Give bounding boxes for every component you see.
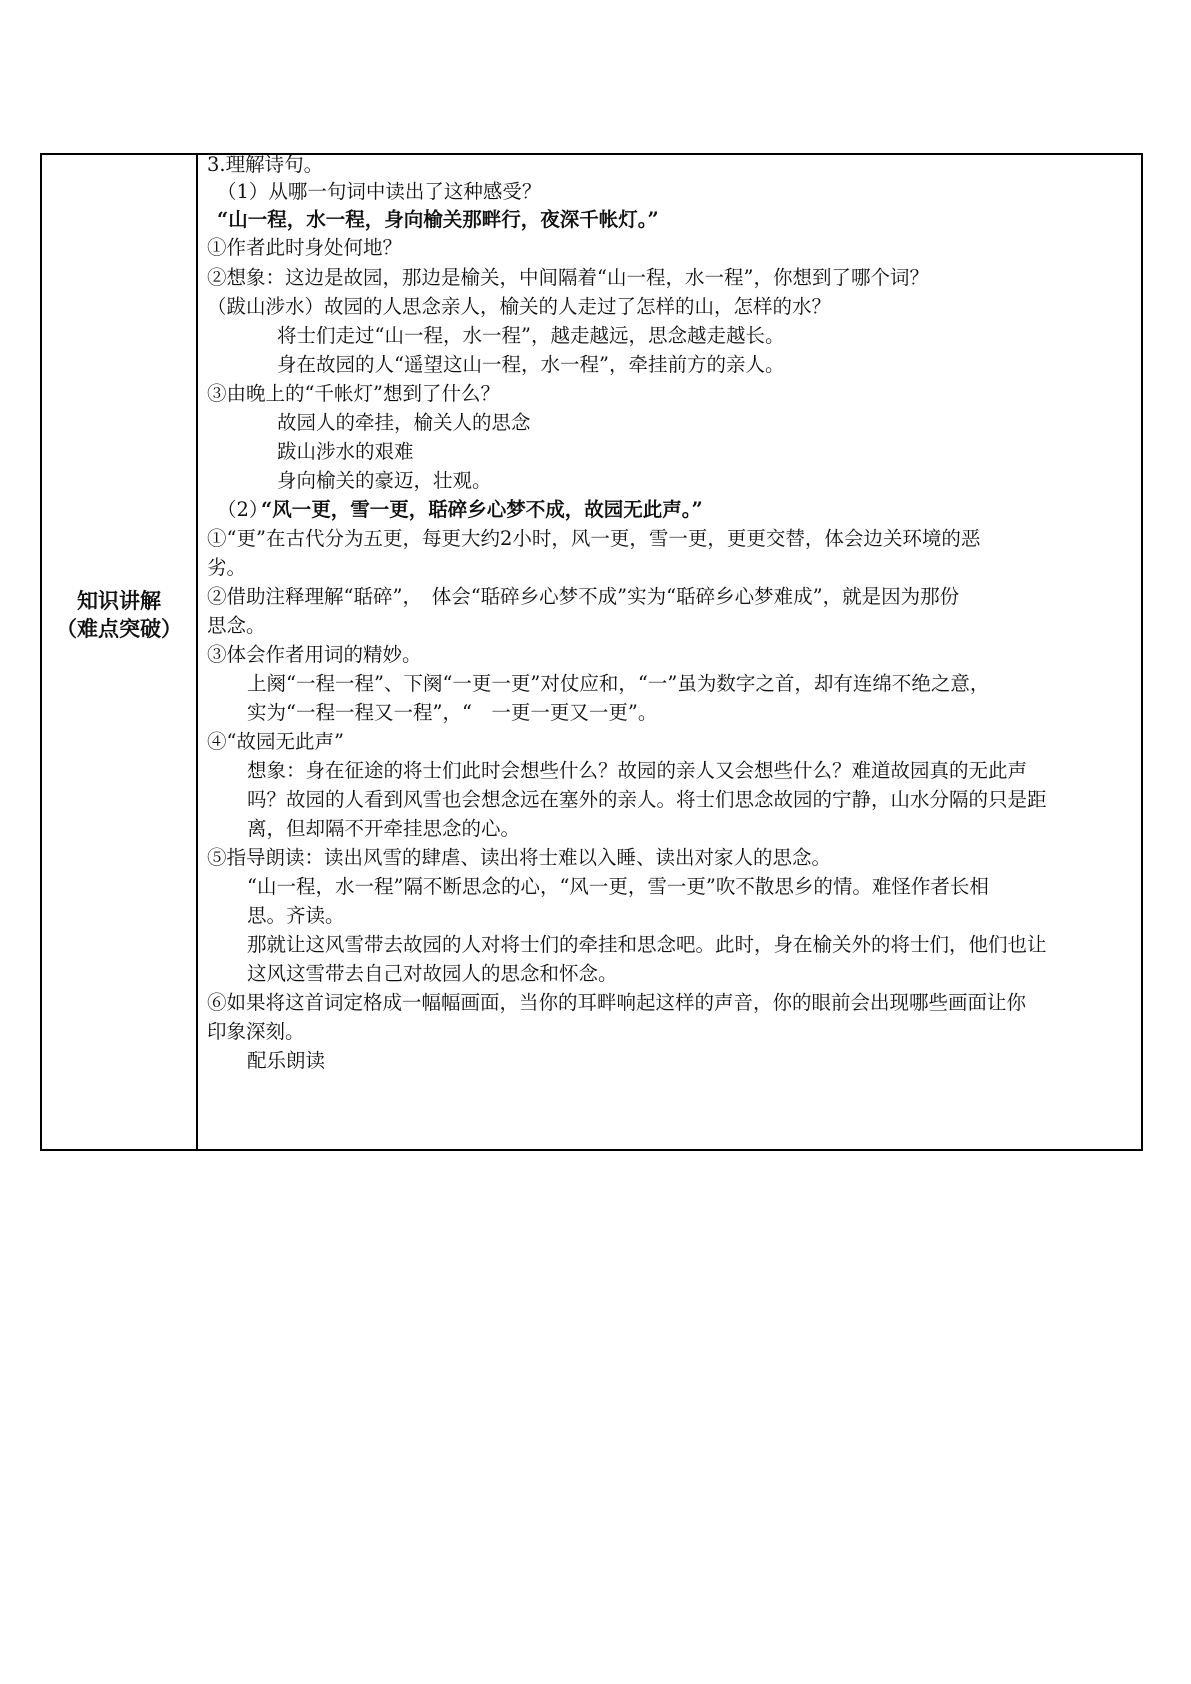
content-line: 身向榆关的豪迈，壮观。 xyxy=(277,469,492,492)
content-line: 跋山涉水的艰难 xyxy=(277,440,414,463)
content-line: ②想象：这边是故园，那边是榆关，中间隔着“山一程，水一程”，你想到了哪个词？ xyxy=(207,266,929,289)
content-line: （1）从哪一句词中读出了这种感受？ xyxy=(217,180,542,203)
content-line: ⑤指导朗读：读出风雪的肆虐、读出将士难以入睡、读出对家人的思念。 xyxy=(207,846,832,869)
section-label-subtitle: （难点突破） xyxy=(56,617,182,641)
content-line: “山一程，水一程”隔不断思念的心，“风一更，雪一更”吹不散思乡的情。难怪作者长相 xyxy=(247,875,989,898)
content-line: 配乐朗读 xyxy=(247,1049,326,1072)
content-line: 上阕“一程一程”、下阕“一更一更”对仗应和，“一”虽为数字之首，却有连绵不绝之意， xyxy=(247,672,990,695)
column-divider xyxy=(196,155,198,1149)
content-line: 实为“一程一程又一程”，“ 一更一更又一更”。 xyxy=(247,701,658,724)
content-line: ③由晚上的“千帐灯”想到了什么？ xyxy=(207,382,500,405)
content-line: ②借助注释理解“聒碎”， 体会“聒碎乡心梦不成”实为“聒碎乡心梦难成”，就是因为那份 xyxy=(207,585,960,608)
content-line: 故园人的牵挂，榆关人的思念 xyxy=(277,411,531,434)
content-line: 思。齐读。 xyxy=(247,904,345,927)
lesson-table xyxy=(40,153,1143,1151)
content-line: “风一更，雪一更，聒碎乡心梦不成，故园无此声。” xyxy=(261,498,703,521)
content-line: ④“故园无此声” xyxy=(207,730,344,753)
content-line: 想象：身在征途的将士们此时会想些什么？故园的亲人又会想些什么？难道故园真的无此声 xyxy=(247,759,1028,782)
section-label-title: 知识讲解 xyxy=(77,589,161,613)
content-line: “山一程，水一程，身向榆关那畔行，夜深千帐灯。” xyxy=(217,208,659,231)
content-line: 离，但却隔不开牵挂思念的心。 xyxy=(247,817,521,840)
content-line: 思念。 xyxy=(207,614,266,637)
content-line: 印象深刻。 xyxy=(207,1020,305,1043)
content-line: ③体会作者用词的精妙。 xyxy=(207,643,422,666)
content-line: 劣。 xyxy=(207,556,247,579)
content-line: 身在故园的人“遥望这山一程，水一程”，牵挂前方的亲人。 xyxy=(277,353,785,376)
content-line: ①作者此时身处何地？ xyxy=(207,236,403,259)
content-line: 那就让这风雪带去故园的人对将士们的牵挂和思念吧。此时，身在榆关外的将士们，他们也让 xyxy=(247,933,1047,956)
section-label-cell xyxy=(42,155,196,1149)
content-line: （跋山涉水）故园的人思念亲人，榆关的人走过了怎样的山，怎样的水？ xyxy=(207,295,832,318)
content-cell xyxy=(199,155,1141,1149)
content-line: 将士们走过“山一程，水一程”，越走越远，思念越走越长。 xyxy=(277,324,785,347)
content-line: 这风这雪带去自己对故园人的思念和怀念。 xyxy=(247,962,618,985)
content-line: ①“更”在古代分为五更，每更大约2小时，风一更，雪一更，更更交替，体会边关环境的恶 xyxy=(207,527,981,550)
content-line: 吗？故园的人看到风雪也会想念远在塞外的亲人。将士们思念故园的宁静，山水分隔的只是距 xyxy=(247,788,1047,811)
content-line: 3.理解诗句。 xyxy=(207,153,324,176)
content-line: ⑥如果将这首词定格成一幅幅画面，当你的耳畔响起这样的声音，你的眼前会出现哪些画面让你 xyxy=(207,991,1027,1014)
content-line-prefix: （2） xyxy=(217,498,269,521)
